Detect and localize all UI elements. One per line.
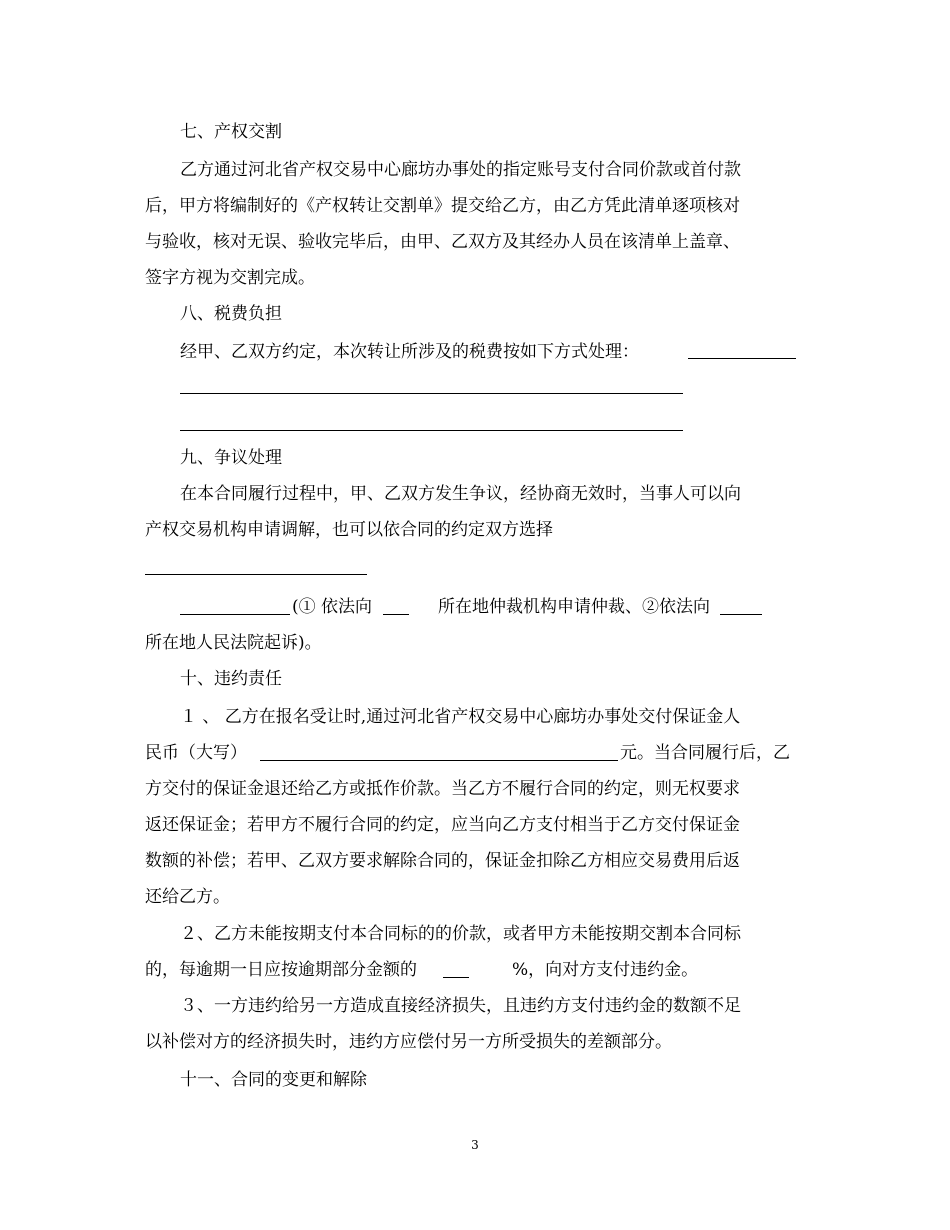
fill-in-blank [443, 977, 469, 978]
paragraph-line: 的，每逾期一日应按逾期部分金额的 [145, 960, 417, 980]
paragraph-line: %，向对方支付违约金。 [512, 960, 699, 980]
fill-in-blank [180, 430, 683, 431]
tax-clause-text: 经甲、乙双方约定，本次转让所涉及的税费按如下方式处理： [180, 342, 639, 362]
paragraph-line: 与验收，核对无误、验收完毕后，由甲、乙双方及其经办人员在该清单上盖章、 [145, 232, 740, 252]
paragraph-line: 返还保证金；若甲方不履行合同的约定，应当向乙方支付相当于乙方交付保证金 [145, 815, 740, 835]
section-heading-8: 八、税费负担 [180, 304, 282, 324]
paragraph-line: 方交付的保证金退还给乙方或抵作价款。当乙方不履行合同的约定，则无权要求 [145, 779, 740, 799]
paragraph-line: 还给乙方。 [145, 887, 230, 907]
option-text: 所在地仲裁机构申请仲裁、②依法向 [438, 597, 710, 617]
fill-in-blank [688, 358, 796, 359]
paragraph-line: 民币（大写） [145, 743, 247, 763]
paragraph-line: ２、乙方未能按期支付本合同标的的价款，或者甲方未能按期交割本合同标 [180, 924, 741, 944]
fill-in-blank [720, 614, 762, 615]
paragraph-line: 乙方通过河北省产权交易中心廊坊办事处的指定账号支付合同价款或首付款 [180, 160, 741, 180]
fill-in-blank [260, 760, 618, 761]
paragraph-line: ３、一方违约给另一方造成直接经济损失，且违约方支付违约金的数额不足 [180, 996, 741, 1016]
fill-in-blank [145, 574, 367, 575]
page-number: 3 [471, 1138, 479, 1152]
section-heading-10: 十、违约责任 [180, 669, 282, 689]
section-heading-9: 九、争议处理 [180, 448, 282, 468]
paragraph-line: 数额的补偿；若甲、乙双方要求解除合同的，保证金扣除乙方相应交易费用后返 [145, 851, 740, 871]
paragraph-line: 以补偿对方的经济损失时，违约方应偿付另一方所受损失的差额部分。 [145, 1032, 672, 1052]
option-text: 所在地人民法院起诉)。 [145, 633, 322, 653]
paragraph-line: 签字方视为交割完成。 [145, 268, 315, 288]
fill-in-blank [180, 614, 290, 615]
section-heading-11: 十一、合同的变更和解除 [180, 1070, 367, 1090]
fill-in-blank [383, 614, 409, 615]
paragraph-line [180, 342, 639, 362]
option-text: (① 依法向 [292, 597, 373, 617]
paragraph-line: 后，甲方将编制好的《产权转让交割单》提交给乙方，由乙方凭此清单逐项核对 [145, 196, 740, 216]
paragraph-line: 元。当合同履行后，乙 [620, 743, 790, 763]
paragraph-line: 在本合同履行过程中，甲、乙双方发生争议，经协商无效时，当事人可以向 [180, 484, 741, 504]
fill-in-blank [180, 393, 683, 394]
paragraph-line: 产权交易机构申请调解，也可以依合同的约定双方选择 [145, 520, 553, 540]
section-heading-7: 七、产权交割 [180, 122, 282, 142]
paragraph-line: １ 、 乙方在报名受让时,通过河北省产权交易中心廊坊办事处交付保证金人 [180, 707, 741, 727]
